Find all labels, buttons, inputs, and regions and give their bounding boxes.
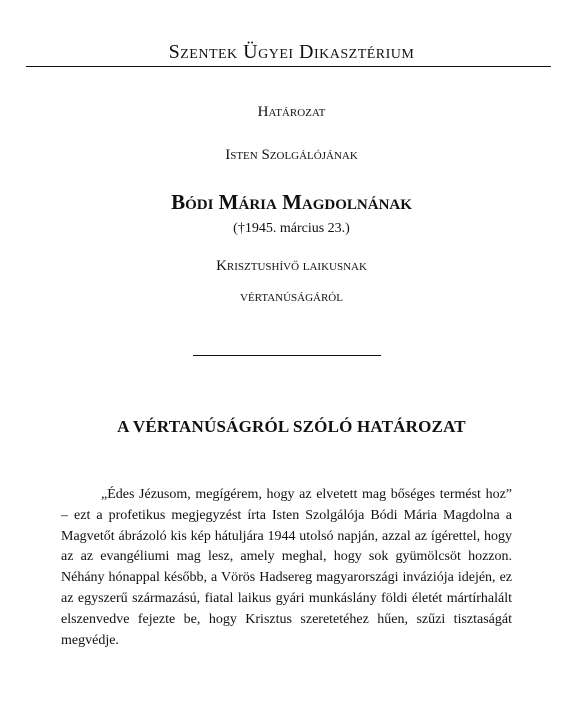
- person-role: Krisztushívő laikusnak: [216, 258, 367, 274]
- document-type: Határozat: [257, 104, 326, 120]
- death-date: (†1945. március 23.): [233, 221, 350, 236]
- servant-of-god-title: Isten Szolgálójának: [225, 147, 358, 163]
- decree-paragraph: „Édes Jézusom, megígérem, hogy az elvetett mag bőséges termést hoz” – ezt a profetikus megjegyzést írta Isten Szolgálója Bódi Mária Magdolna a Magvetőt ábrázoló kis kép hátuljára 1944 utolsó napján, azzal az ígérettel, hogy az az evangéliumi mag lesz, amely meghal, hogy sok gyümölcsöt hozzon. Néhány hónappal később, a Vörös Hadsereg magyarországi inváziója idején, ez az egyszerű származású, fiatal laikus gyári munkáslány földi életét mártírhalált elszenvedve fejezte be, hogy Krisztus szeretetéhez hűen, szűzi tisztaságát megvédje.: [61, 487, 512, 648]
- section-divider: [193, 355, 381, 356]
- decree-topic: vértanúságáról: [240, 289, 343, 305]
- dicastery-header: Szentek Ügyei Dikasztérium: [168, 41, 415, 63]
- person-name: Bódi Mária Magdolnának: [171, 190, 412, 214]
- header-divider: [26, 66, 551, 67]
- decree-title: A VÉRTANÚSÁGRÓL SZÓLÓ HATÁROZAT: [117, 417, 466, 436]
